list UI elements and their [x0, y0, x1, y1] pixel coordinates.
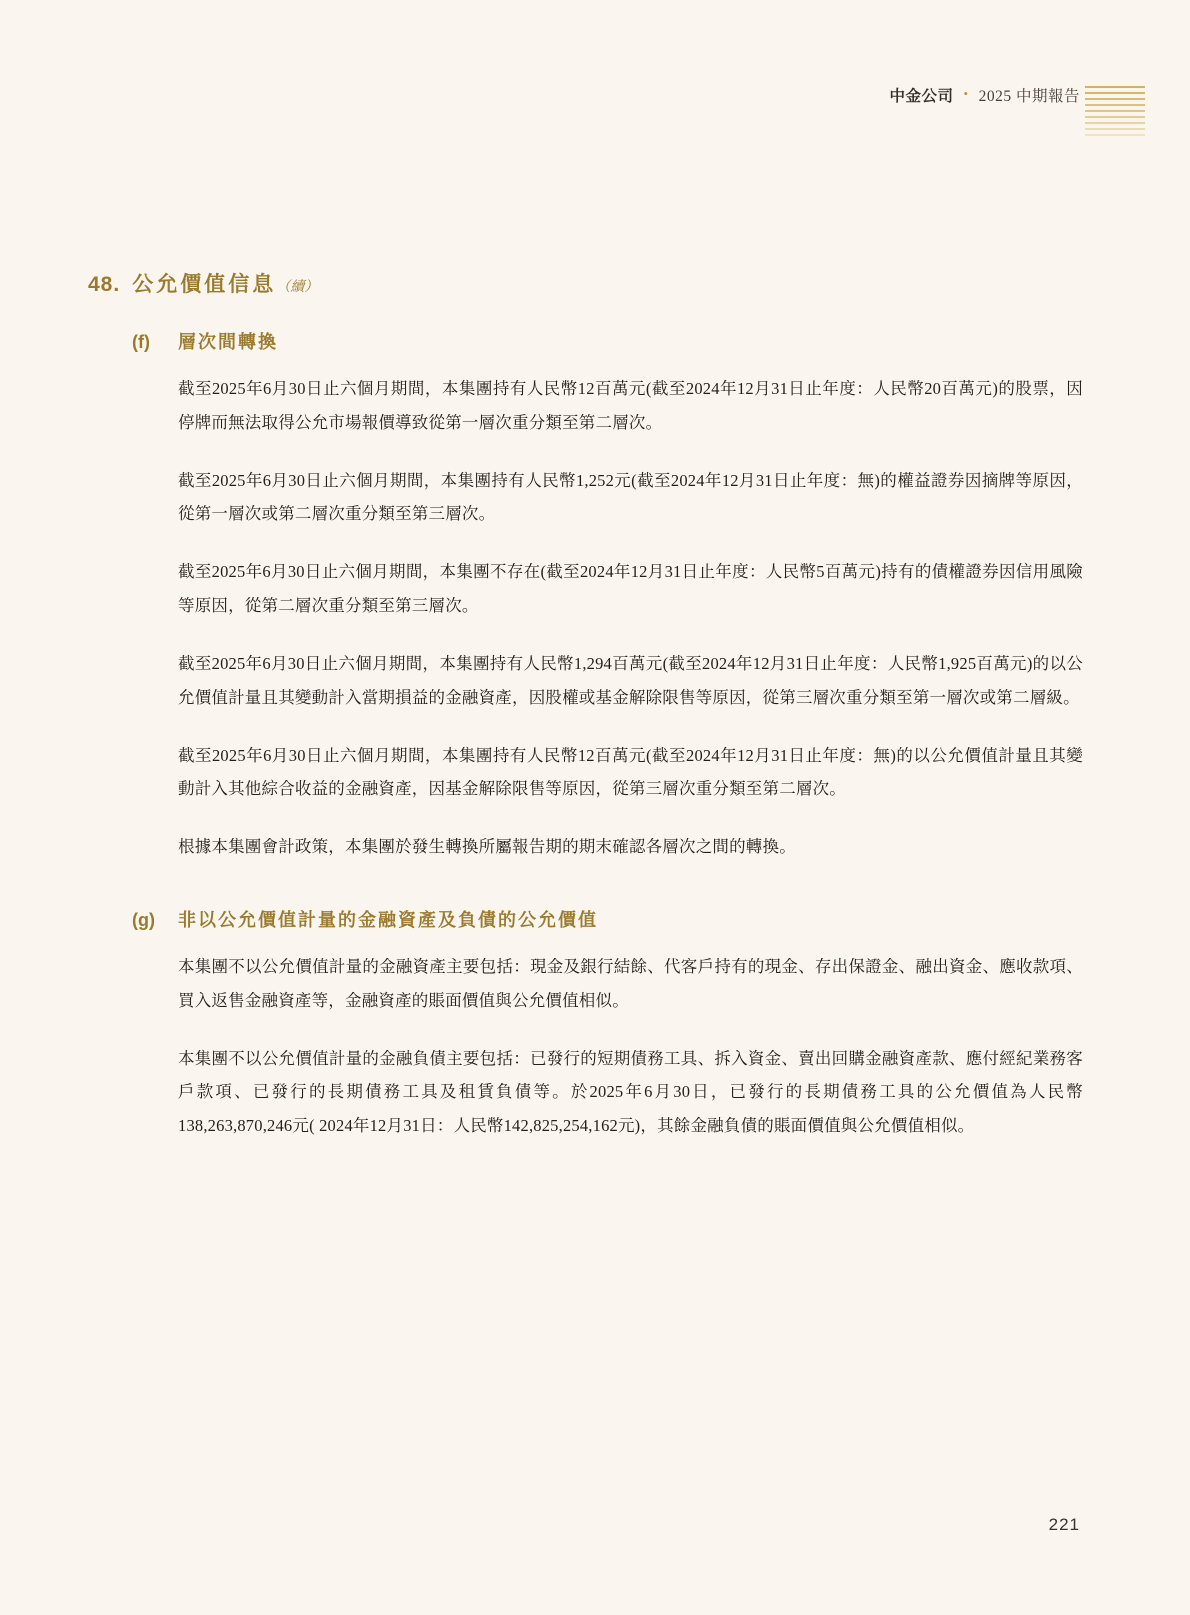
header-report-title: 2025 中期報告 [978, 88, 1080, 105]
note-heading [88, 268, 1083, 298]
note-continued-marker: （續） [276, 280, 319, 295]
section-f [132, 328, 1083, 864]
paragraph: 根據本集團會計政策，本集團於發生轉換所屬報告期的期末確認各層次之間的轉換。 [178, 837, 796, 857]
page-number: 221 [1048, 1515, 1080, 1534]
section-f-heading [132, 328, 1083, 354]
section-f-tag: (f) [132, 332, 150, 352]
section-g-heading [132, 906, 1083, 932]
paragraph: 截至2025年6月30日止六個月期間，本集團不存在(截至2024年12月31日止年度：人民幣5百萬元)持有的債權證券因信用風險等原因，從第二層次重分類至第三層次。 [178, 562, 1083, 616]
section-g-body [178, 950, 1083, 1143]
paragraph: 截至2025年6月30日止六個月期間，本集團持有人民幣12百萬元(截至2024年12月31日止年度：人民幣20百萬元)的股票，因停牌而無法取得公允市場報價導致從第一層次重分類至第二層次。 [178, 379, 1083, 432]
section-g-label: 非以公允價值計量的金融資產及負債的公允價值 [178, 909, 598, 930]
section-f-label: 層次間轉換 [178, 332, 278, 352]
section-g-tag: (g) [132, 909, 155, 930]
page-content [88, 268, 1083, 1149]
header-separator-dot: • [963, 86, 969, 101]
paragraph: 截至2025年6月30日止六個月期間，本集團持有人民幣1,294百萬元(截至2024年12月31日止年度：人民幣1,925百萬元)的以公允價值計量且其變動計入當期損益的金融資產，因股權或基金解除限售等原因，從第三層次重分類至第一層次或第二層級。 [178, 653, 1083, 707]
paragraph: 截至2025年6月30日止六個月期間，本集團持有人民幣12百萬元(截至2024年12月31日止年度：無)的以公允價值計量且其變動計入其他綜合收益的金融資產，因基金解除限售等原因，從第三層次重分類至第二層次。 [178, 745, 1083, 799]
section-g [132, 906, 1083, 1143]
page-header [890, 84, 1080, 106]
paragraph: 截至2025年6月30日止六個月期間，本集團持有人民幣1,252元(截至2024年12月31日止年度：無)的權益證券因摘牌等原因，從第一層次或第二層次重分類至第三層次。 [178, 470, 1083, 524]
note-title-text: 公允價值信息 [132, 272, 277, 296]
paragraph: 本集團不以公允價值計量的金融負債主要包括：已發行的短期債務工具、拆入資金、賣出回購金融資產款、應付經紀業務客戶款項、已發行的長期債務工具及租賃負債等。於2025年6月30日，已發行的長期債務工具的公允價值為人民幣138,263,870,246元( 2024年12月31日：人民幣142,825,254,162元)，其餘金融負債的賬面價值與公允價值相似。 [178, 1048, 1083, 1136]
paragraph: 本集團不以公允價值計量的金融資產主要包括：現金及銀行結餘、代客戶持有的現金、存出保證金、融出資金、應收款項、買入返售金融資產等，金融資產的賬面價值與公允價值相似。 [178, 956, 1083, 1010]
header-company-name: 中金公司 [889, 88, 954, 105]
section-f-body [178, 372, 1083, 864]
note-number: 48. [88, 273, 121, 296]
header-stripes-decoration [1085, 86, 1145, 136]
